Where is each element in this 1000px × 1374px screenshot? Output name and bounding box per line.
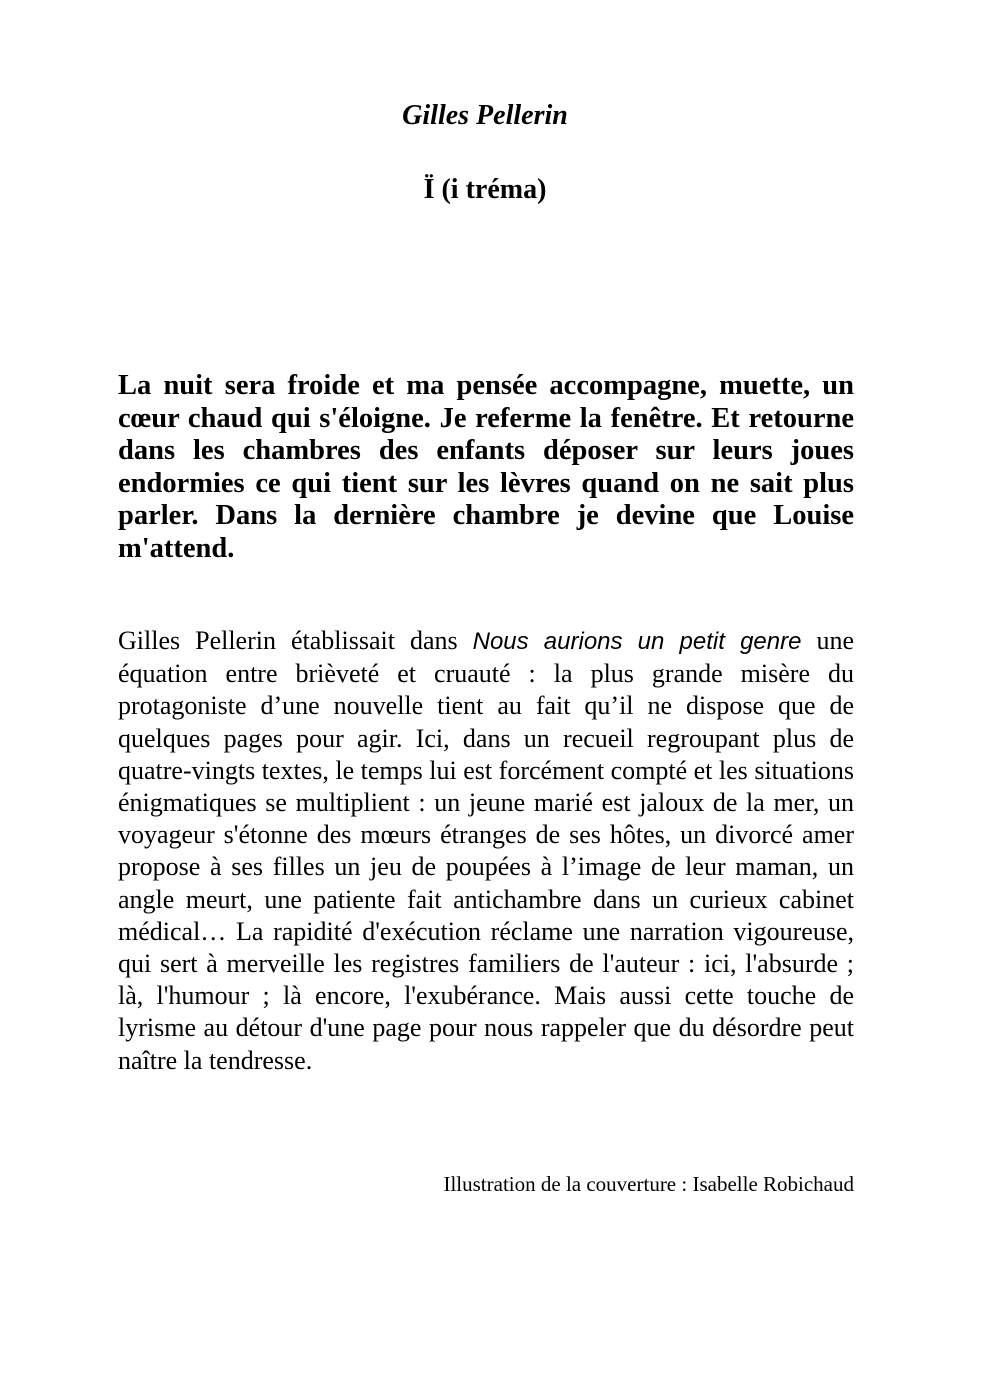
blurb-intro: Gilles Pellerin établissait dans <box>118 626 473 655</box>
book-title: Ï (i tréma) <box>423 174 547 205</box>
blurb-book-title: Nous aurions un petit genre <box>472 628 802 655</box>
blurb-body: une équation entre brièveté et cruauté : la plus grande misère du protagoniste d’une nouvelle tient au fait qu’il ne dispose que de quelques pages pour agir. Ici, dans un recueil regroupant plus de quatre-vingts textes, le temps lui est forcément compté et les situations énigmatiques se multiplient : un jeune marié est jaloux de la mer, un voyageur s'étonne des mœurs étranges de ses hôtes, un divorcé amer propose à ses filles un jeu de poupées à l’image de leur maman, un angle meurt, une patiente fait antichambre dans un curieux cabinet médical… La rapidité d'exécution réclame une narration vigoureuse, qui sert à merveille les registres familiers de l'auteur : ici, l'absurde ; là, l'humour ; là encore, l'exubérance. Mais aussi cette touche de lyrisme au détour d'une page pour nous rappeler que du désordre peut naître la tendresse. <box>118 626 855 1075</box>
cover-illustration-credit: Illustration de la couverture : Isabelle Robichaud <box>443 1172 854 1196</box>
blurb-paragraph <box>118 625 854 1077</box>
excerpt-paragraph: La nuit sera froide et ma pensée accompagne, muette, un cœur chaud qui s'éloigne. Je referme la fenêtre. Et retourne dans les chambres des enfants déposer sur leurs joues endormies ce qui tient sur les lèvres quand on ne sait plus parler. Dans la dernière chambre je devine que Louise m'attend. <box>118 370 854 564</box>
author-name: Gilles Pellerin <box>402 100 568 131</box>
